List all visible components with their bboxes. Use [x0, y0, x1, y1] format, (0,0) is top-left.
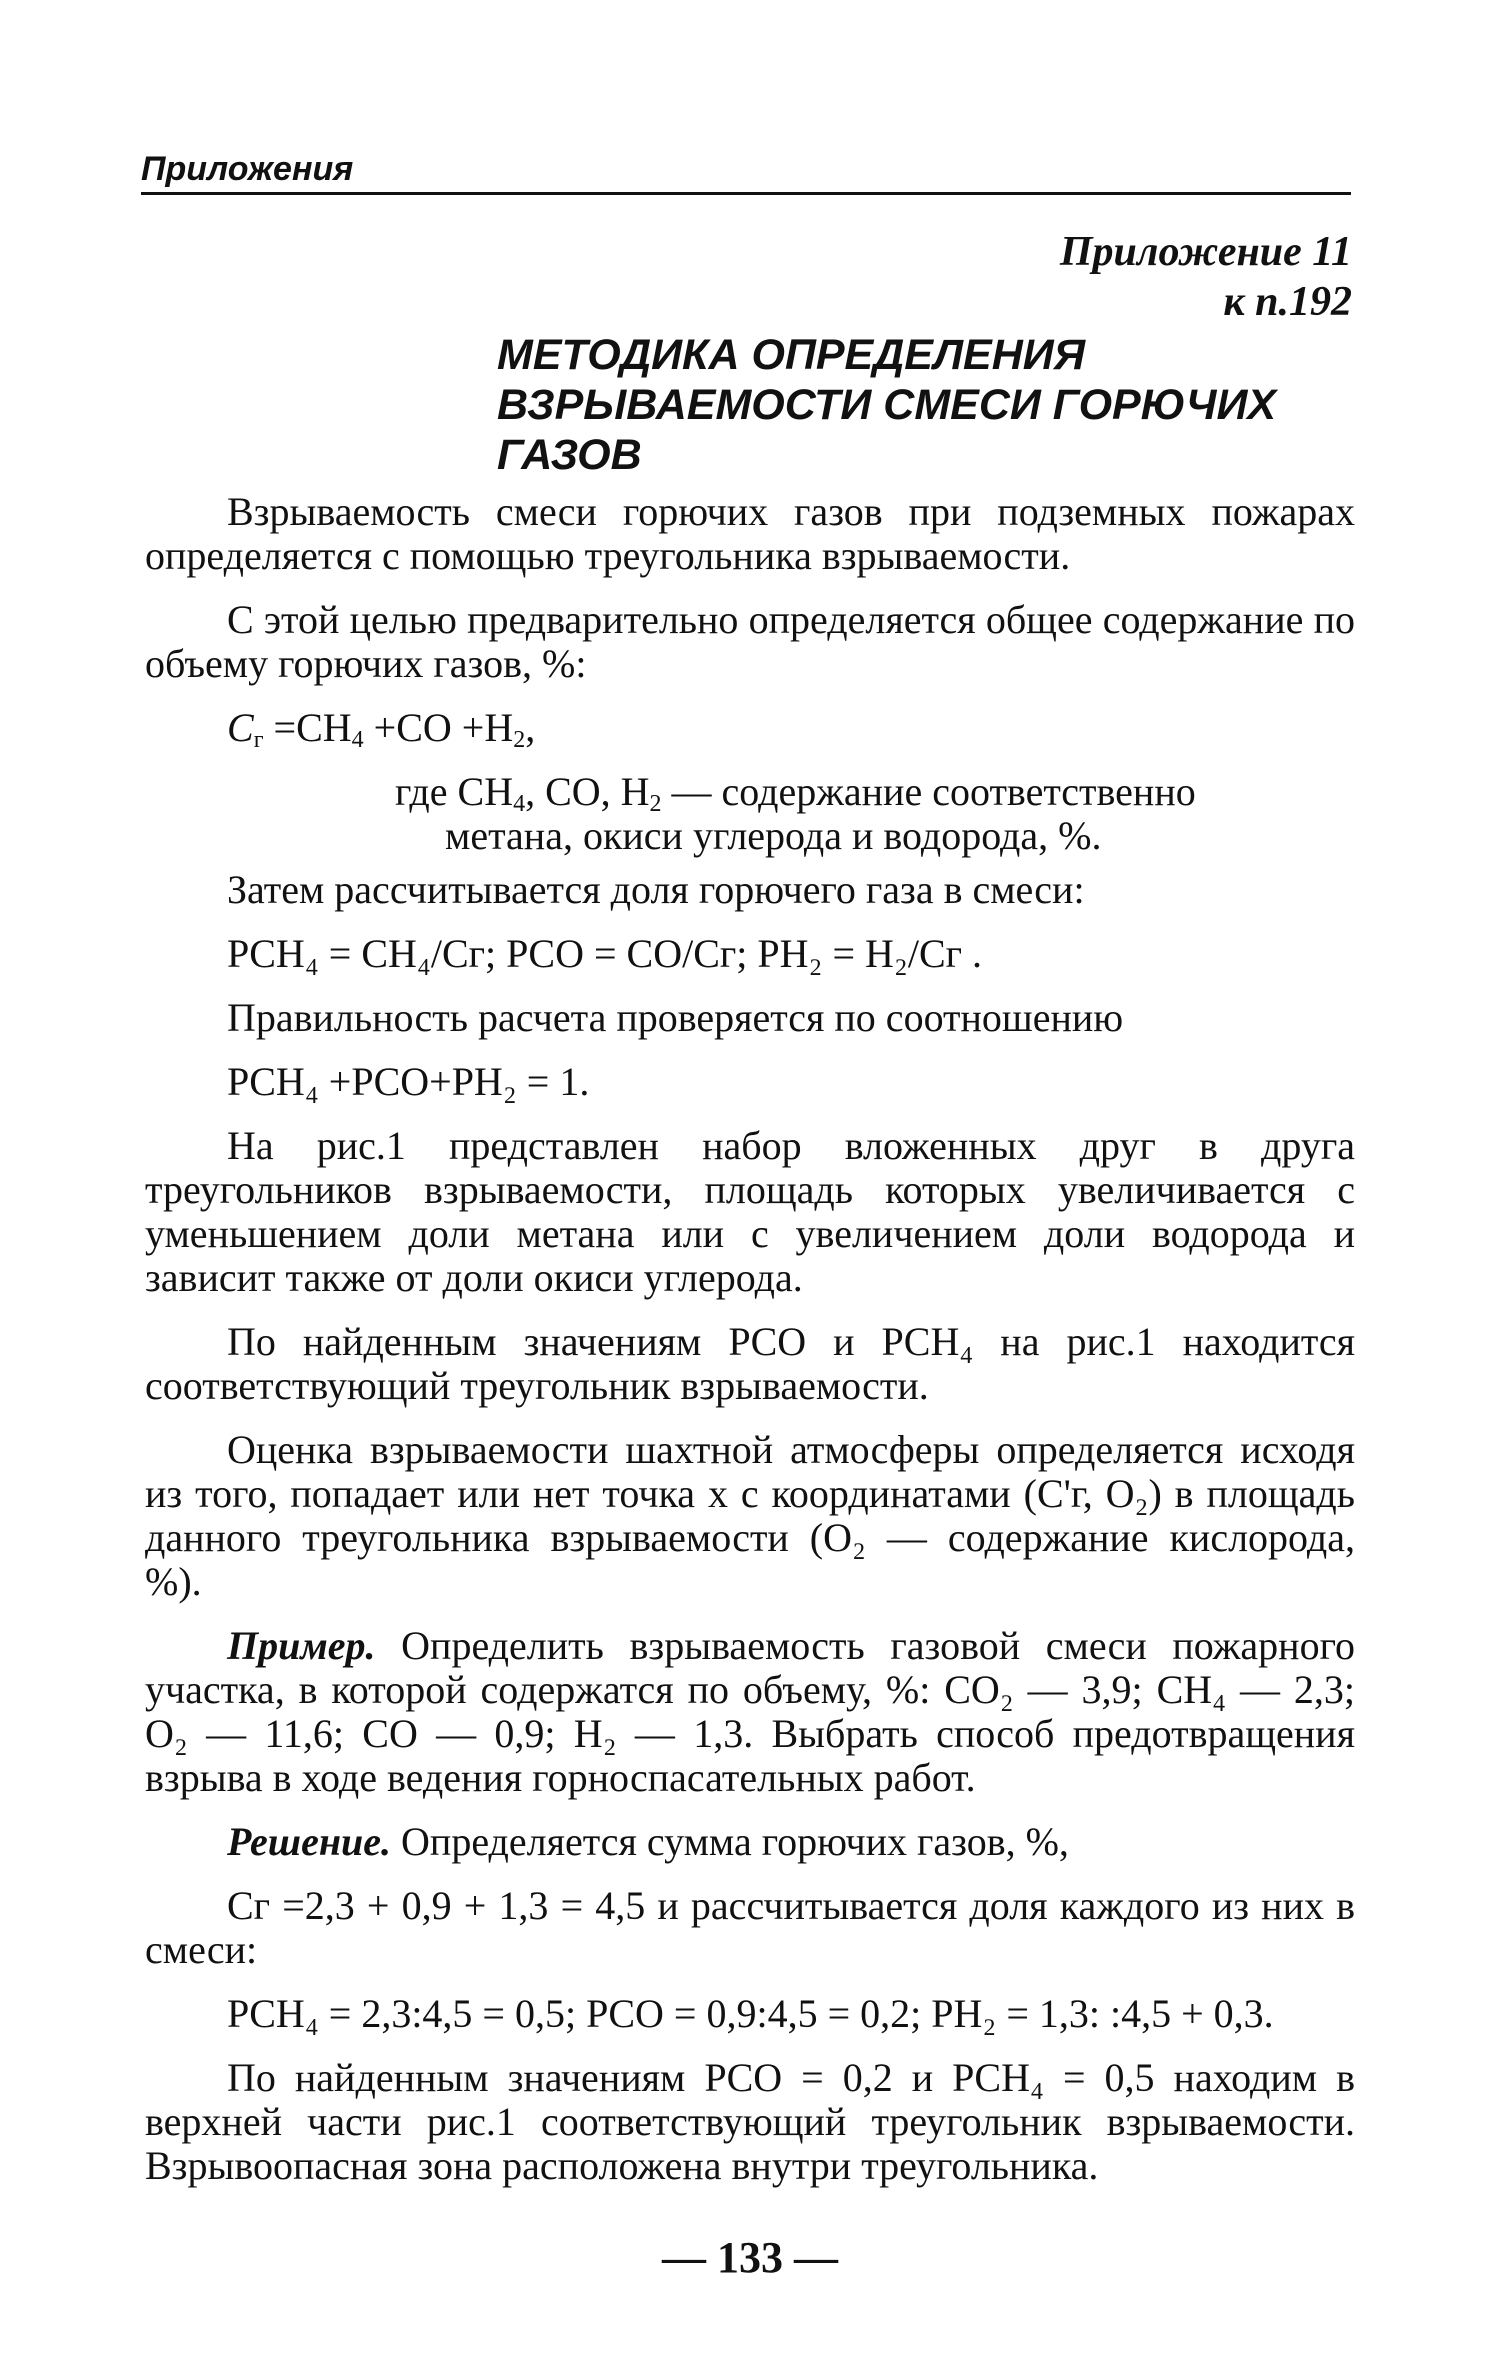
- paragraph: По найденным значениям PCO = 0,2 и PCH₄ = 0,5 находим в верхней части рис.1 соответствующий треугольник взрываемости. Взрывоопасная зона расположена внутри треугольника.: [145, 2055, 1355, 2188]
- solution-paragraph: Решение. Определяется сумма горючих газов, %,: [227, 1819, 1069, 1864]
- running-head: Приложения: [141, 150, 354, 188]
- body-text: [145, 490, 1355, 2208]
- formula-check: PCH₄ +PCO+PH₂ = 1.: [227, 1059, 590, 1104]
- solution-label: Решение.: [227, 1819, 392, 1864]
- page-number: — 133 —: [662, 2233, 838, 2282]
- paragraph: Правильность расчета проверяется по соотношению: [227, 995, 1124, 1040]
- appendix-number: Приложение 11: [1059, 229, 1352, 275]
- paragraph: Cг =2,3 + 0,9 + 1,3 = 4,5 и рассчитывается доля каждого из них в смеси:: [145, 1883, 1355, 1972]
- paragraph: По найденным значениям PCO и PCH₄ на рис.1 находится соответствующий треугольник взрываемости.: [145, 1319, 1355, 1408]
- paragraph: Взрываемость смеси горючих газов при подземных пожарах определяется с помощью треугольника взрываемости.: [145, 489, 1355, 578]
- formula-fractions: PCH₄ = CH₄/Cг; PCO = CO/Cг; PH₂ = H₂/Cг .: [227, 931, 983, 976]
- paragraph: С этой целью предварительно определяется общее содержание по объему горючих газов, %:: [145, 597, 1355, 686]
- formula-legend: где $CH_4$, CO, $H_2$ — содержание соответственно метана, окиси углерода и водорода, %.: [395, 769, 1196, 858]
- example-label: Пример.: [227, 1623, 376, 1668]
- paragraph: Затем рассчитывается доля горючего газа в смеси:: [227, 867, 1085, 912]
- example-paragraph: Пример. Определить взрываемость газовой смеси пожарного участка, в которой содержатся по объему, %: CO₂ — 3,9; CH₄ — 2,3; O₂ — 11,6; CO — 0,9; H₂ — 1,3. Выбрать способ предотвращения взрыва в ходе ведения горноспасательных работ.: [145, 1623, 1355, 1800]
- paragraph: На рис.1 представлен набор вложенных друг в друга треугольников взрываемости, площадь которых увеличивается с уменьшением доли метана или с увеличением доли водорода и зависит также от доли окиси углерода.: [145, 1123, 1355, 1300]
- header-rule: [141, 192, 1351, 195]
- title-line: МЕТОДИКА ОПРЕДЕЛЕНИЯ: [497, 331, 1086, 379]
- title-line: ВЗРЫВАЕМОСТИ СМЕСИ ГОРЮЧИХ: [497, 381, 1277, 429]
- paragraph: Оценка взрываемости шахтной атмосферы определяется исходя из того, попадает или нет точка x с координатами (C'г, O₂) в площадь данного треугольника взрываемости (O₂ — содержание кислорода, %).: [145, 1427, 1355, 1604]
- section-title: [497, 330, 1347, 480]
- appendix-reference: к п.192: [1223, 279, 1352, 325]
- paragraph: PCH₄ = 2,3:4,5 = 0,5; PCO = 0,9:4,5 = 0,2; PH₂ = 1,3: :4,5 + 0,3.: [227, 1991, 1274, 2036]
- title-line: ГАЗОВ: [497, 431, 642, 479]
- formula-total: $C_г =CH_4 +CO +H_2$,: [227, 705, 536, 753]
